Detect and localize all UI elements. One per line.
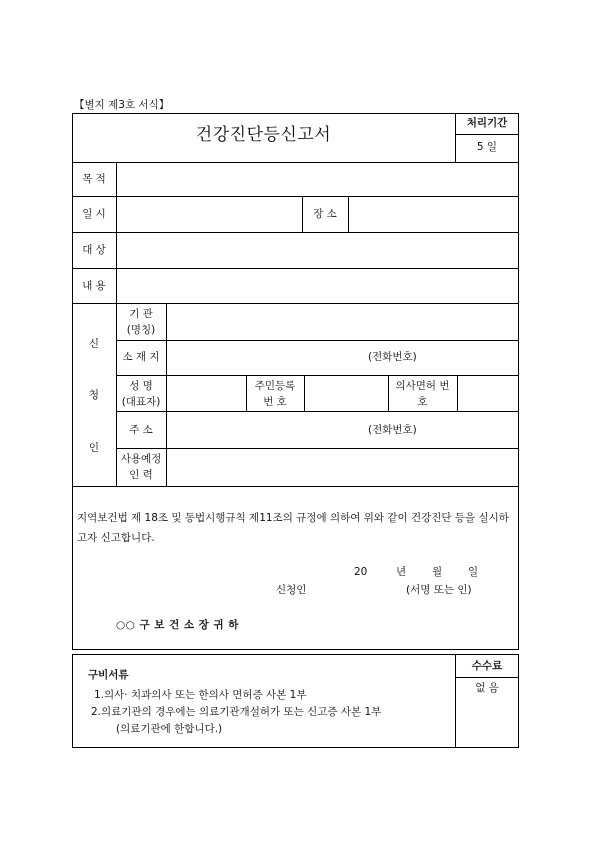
date-year-unit: 년 (396, 566, 407, 578)
rrn-label-sub: 번 호 (263, 396, 287, 408)
license-label-sub: 호 (417, 396, 428, 408)
fee-value: 없 음 (475, 682, 499, 694)
content-label: 내 용 (82, 280, 106, 292)
declaration-text: 지역보건법 제 18조 및 동법시행규칙 제11조의 규정에 의하여 위와 같이 건강진단 등을 실시하고자 신고합니다. (77, 512, 509, 544)
processing-period-value: 5 일 (476, 141, 498, 153)
documents-item-2-cont: (의료기관에 한합니다.) (116, 723, 223, 735)
documents-item-1: 1.의사· 치과의사 또는 한의사 면허증 사본 1부 (94, 689, 307, 701)
place-label: 장 소 (313, 208, 337, 220)
target-field[interactable] (117, 233, 518, 267)
applicant-side-char-1: 신 (88, 338, 100, 350)
org-label: 기 관 (129, 308, 153, 320)
recipient: ○○ 구 보 건 소 장 귀 하 (116, 619, 239, 631)
license-field[interactable] (458, 376, 518, 410)
applicant-side-char-2: 청 (88, 389, 100, 401)
staff-field[interactable] (167, 449, 518, 486)
license-label: 의사면허 번 (395, 380, 450, 392)
location-field[interactable] (167, 341, 518, 374)
staff-label: 사용예정 (120, 453, 162, 465)
address-phone-note: (전화번호) (368, 424, 417, 436)
documents-heading: 구비서류 (88, 669, 129, 681)
date-year: 20 (354, 566, 368, 578)
name-field[interactable] (167, 376, 245, 410)
date-day-unit: 일 (468, 566, 479, 578)
name-label-sub: (대표자) (121, 396, 161, 408)
org-name-field[interactable] (167, 304, 518, 339)
address-label: 주 소 (129, 424, 153, 436)
rrn-field[interactable] (305, 376, 387, 410)
page-title: 건강진단등신고서 (195, 125, 332, 145)
fee-label: 수수료 (471, 660, 503, 672)
org-label-sub: (명칭) (126, 324, 156, 336)
documents-item-2: 2.의료기관의 경우에는 의료기관개설허가 또는 신고증 사본 1부 (91, 706, 382, 718)
rrn-label: 주민등록 (254, 380, 296, 392)
location-label: 소 재 지 (122, 351, 160, 363)
content-field[interactable] (117, 269, 518, 302)
applicant-signature-label: 신청인 (276, 584, 307, 596)
name-label: 성 명 (129, 380, 153, 392)
datetime-label: 일 시 (82, 208, 106, 220)
location-phone-note: (전화번호) (368, 351, 417, 363)
purpose-label: 목 적 (82, 173, 106, 185)
purpose-field[interactable] (117, 163, 518, 195)
address-field[interactable] (167, 412, 518, 447)
processing-period-label: 처리기간 (466, 117, 508, 129)
applicant-side-char-3: 인 (88, 442, 100, 454)
date-month-unit: 월 (432, 566, 443, 578)
staff-label-sub: 인 력 (129, 469, 153, 481)
place-field[interactable] (349, 197, 518, 231)
signature-note: (서명 또는 인) (406, 584, 472, 596)
datetime-field[interactable] (117, 197, 301, 231)
target-label: 대 상 (82, 244, 106, 256)
form-label: 【별지 제3호 서식】 (74, 99, 170, 111)
